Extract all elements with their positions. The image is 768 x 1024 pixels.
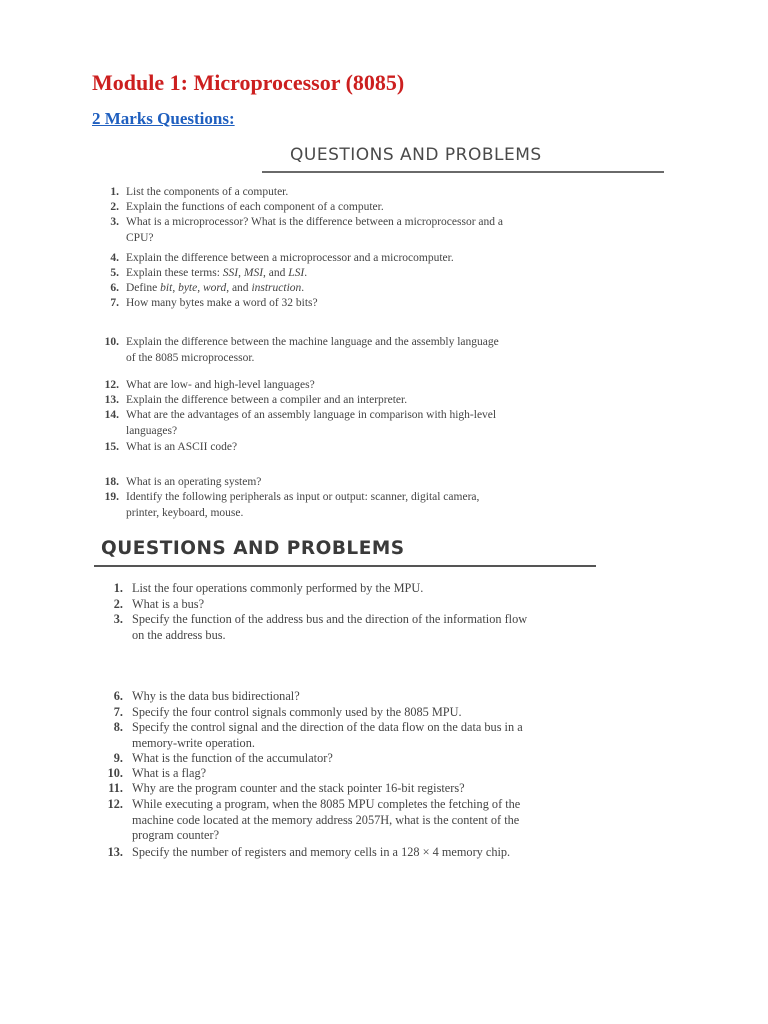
question-number: 12. — [104, 379, 119, 391]
question-number: 13. — [107, 845, 123, 859]
italic-term: LSI — [288, 267, 305, 279]
question-text: What is a microprocessor? What is the difference between a microprocessor and a — [126, 216, 504, 228]
question-text: List the four operations commonly performed by the MPU. — [132, 581, 424, 595]
section2-heading: QUESTIONS AND PROBLEMS — [101, 538, 405, 559]
question-text: Explain the functions of each component of a computer. — [126, 201, 384, 213]
question-text: What are the advantages of an assembly language in comparison with high-level — [126, 409, 497, 421]
italic-term: MSI — [243, 267, 264, 279]
question-text: What is the function of the accumulator? — [132, 751, 333, 765]
marks-subtitle: 2 Marks Questions: — [92, 109, 235, 128]
question-text: What is a flag? — [132, 766, 207, 780]
question-number: 6. — [113, 689, 123, 703]
section1-heading: QUESTIONS AND PROBLEMS — [290, 145, 542, 165]
question-text: Why is the data bus bidirectional? — [132, 689, 300, 703]
question-text: Specify the number of registers and memory cells in a 128 × 4 memory chip. — [132, 845, 511, 859]
question-number: 19. — [104, 491, 119, 503]
italic-term: word — [202, 282, 227, 294]
section1-rule — [262, 171, 664, 173]
question-text: What is a bus? — [132, 597, 205, 611]
question-number: 11. — [108, 781, 123, 795]
question-number: 15. — [104, 441, 119, 453]
question-number: 3. — [113, 612, 123, 626]
section2-rule — [94, 565, 596, 567]
question-text: of the 8085 microprocessor. — [126, 351, 255, 364]
italic-term: SSI — [222, 267, 239, 279]
question-number: 6. — [110, 282, 119, 294]
question-text: While executing a program, when the 8085 MPU completes the fetching of the — [132, 797, 521, 811]
question-text: machine code located at the memory address 2057H, what is the content of the — [132, 812, 520, 827]
question-text: What are low- and high-level languages? — [126, 379, 315, 391]
question-text: printer, keyboard, mouse. — [126, 506, 244, 519]
question-text: Define bit, byte, word, and instruction. — [126, 282, 305, 294]
question-number: 18. — [104, 476, 119, 488]
question-number: 9. — [113, 751, 123, 765]
question-text: Why are the program counter and the stack pointer 16-bit registers? — [132, 781, 465, 795]
question-text: Specify the four control signals commonly used by the 8085 MPU. — [132, 705, 462, 719]
question-number: 1. — [113, 581, 123, 595]
question-text: Specify the function of the address bus and the direction of the information flow — [132, 612, 528, 626]
question-text: on the address bus. — [132, 627, 226, 642]
question-number: 12. — [107, 797, 123, 811]
question-text: List the components of a computer. — [126, 186, 289, 198]
question-text: program counter? — [132, 828, 220, 842]
italic-term: byte — [178, 282, 198, 294]
question-number: 10. — [107, 766, 123, 780]
question-text: What is an operating system? — [126, 476, 262, 488]
question-number: 8. — [113, 720, 123, 734]
question-text: Explain the difference between a microprocessor and a microcomputer. — [126, 252, 454, 264]
module-title: Module 1: Microprocessor (8085) — [92, 70, 405, 95]
question-number: 10. — [104, 336, 119, 348]
question-text: memory-write operation. — [132, 735, 255, 750]
question-number: 5. — [110, 267, 119, 279]
question-number: 1. — [110, 186, 119, 198]
question-text: Identify the following peripherals as input or output: scanner, digital camera, — [126, 491, 480, 503]
question-number: 7. — [113, 705, 123, 719]
question-number: 2. — [110, 201, 119, 213]
question-text: Explain the difference between the machine language and the assembly language — [126, 336, 499, 348]
question-text: CPU? — [126, 231, 154, 244]
question-number: 4. — [110, 252, 119, 264]
question-number: 7. — [110, 297, 119, 309]
question-text: Explain these terms: SSI, MSI, and LSI. — [126, 267, 308, 279]
question-number: 14. — [104, 409, 119, 421]
italic-term: instruction — [251, 282, 302, 294]
question-text: Explain the difference between a compiler and an interpreter. — [126, 394, 408, 406]
question-number: 2. — [113, 597, 123, 611]
question-text: Specify the control signal and the direction of the data flow on the data bus in a — [132, 720, 523, 734]
question-text: How many bytes make a word of 32 bits? — [126, 297, 318, 309]
question-number: 3. — [110, 216, 119, 228]
italic-term: bit — [160, 282, 173, 294]
question-text: languages? — [126, 424, 178, 437]
question-text: What is an ASCII code? — [126, 441, 238, 453]
question-number: 13. — [104, 394, 119, 406]
